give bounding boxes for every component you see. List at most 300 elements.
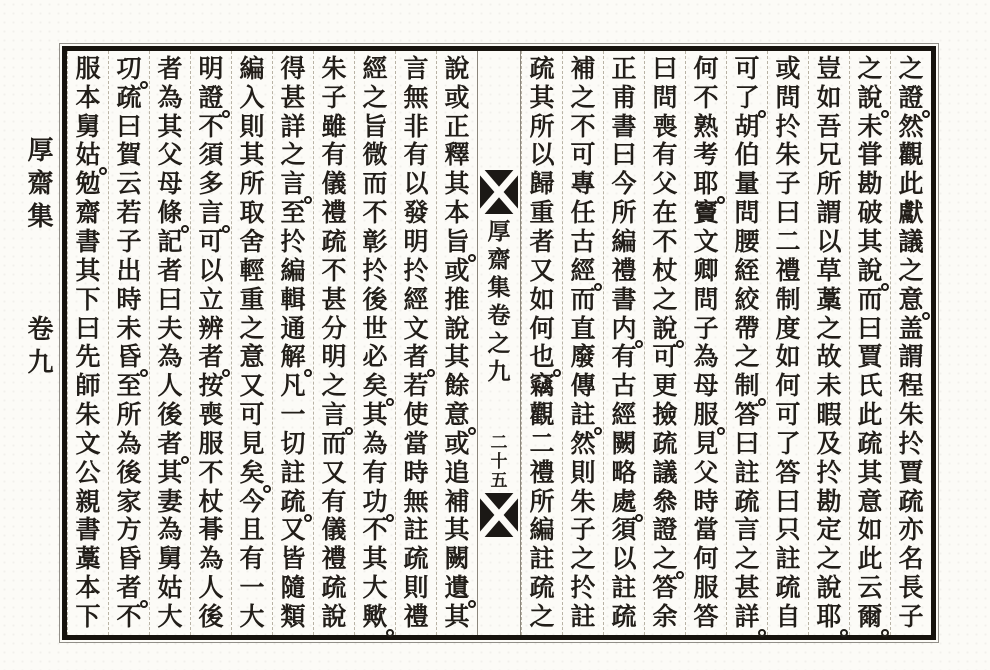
glyph: 答 — [775, 459, 801, 487]
glyph: 不 — [362, 200, 388, 228]
glyph: 㓛 — [109, 55, 149, 84]
judou-mark — [758, 110, 766, 118]
glyph: 問 — [775, 84, 801, 112]
glyph: 豈 — [816, 55, 842, 83]
glyph: 皆 — [280, 546, 306, 574]
glyph: 且 — [239, 517, 265, 545]
glyph: 未 — [116, 315, 142, 343]
glyph: 明 — [198, 55, 224, 83]
glyph: 疏 — [529, 575, 555, 603]
glyph: 不 — [198, 113, 224, 141]
glyph: 說 — [444, 315, 470, 343]
text-column — [395, 51, 436, 635]
glyph: 之 — [734, 344, 760, 372]
glyph: 其 — [157, 459, 183, 487]
glyph: 疏 — [611, 603, 637, 631]
glyph: 疏 — [898, 488, 924, 516]
fishtail-icon — [480, 170, 518, 214]
glyph: 勉 — [75, 171, 101, 199]
judou-mark — [635, 514, 643, 522]
glyph: 餘 — [444, 373, 470, 401]
glyph: 註 — [563, 401, 603, 430]
glyph: 此 — [898, 171, 924, 199]
glyph: 朞 — [198, 517, 224, 545]
glyph: 曰 — [775, 200, 801, 228]
glyph: 公 — [75, 459, 101, 487]
glyph: 經 — [563, 257, 603, 286]
glyph: 者 — [191, 343, 231, 372]
glyph: 須 — [198, 142, 224, 170]
glyph: 時 — [693, 488, 719, 516]
judou-mark — [222, 225, 230, 233]
glyph: 子 — [775, 171, 801, 199]
text-column — [521, 51, 562, 635]
glyph: 勘 — [816, 488, 842, 516]
glyph: 今 — [239, 488, 265, 516]
glyph: 服 — [198, 430, 224, 458]
judou-mark — [881, 283, 889, 291]
glyph: 舍 — [239, 228, 265, 256]
text-column — [231, 51, 272, 635]
text-column — [849, 51, 890, 635]
glyph: 證 — [191, 84, 231, 113]
glyph: 出 — [116, 257, 142, 285]
glyph: 非 — [403, 113, 429, 141]
glyph: 一 — [239, 575, 265, 603]
glyph: 疏 — [273, 488, 313, 517]
glyph: 禮 — [529, 459, 555, 487]
glyph: 功 — [355, 488, 395, 517]
glyph: 疏 — [116, 84, 142, 112]
glyph: 草 — [816, 257, 842, 285]
glyph: 旨 — [437, 228, 477, 257]
glyph: 可 — [734, 55, 760, 83]
glyph: 了 — [775, 430, 801, 458]
glyph: 使 — [403, 402, 429, 430]
glyph: 有 — [652, 142, 678, 170]
banxin-title-char: 九 — [487, 359, 511, 384]
glyph: 之 — [816, 546, 842, 574]
glyph: 古 — [570, 228, 596, 256]
glyph: 詳 — [727, 603, 767, 632]
glyph: 至 — [280, 200, 306, 228]
glyph: 其 — [444, 517, 470, 545]
glyph: 叅 — [652, 488, 678, 516]
text-column — [726, 51, 767, 635]
glyph: 服 — [686, 401, 726, 430]
glyph: 分 — [321, 315, 347, 343]
glyph: 朱 — [75, 402, 101, 430]
glyph: 本 — [75, 84, 101, 112]
glyph: 姑 — [157, 575, 183, 603]
glyph: 者 — [396, 343, 436, 372]
glyph: 今 — [611, 171, 637, 199]
glyph: 可 — [239, 402, 265, 430]
glyph: 而 — [362, 171, 388, 199]
glyph: 之 — [570, 84, 596, 112]
glyph: 經 — [611, 402, 637, 430]
glyph: 不 — [652, 228, 678, 256]
glyph: 議 — [652, 459, 678, 487]
glyph: 補 — [570, 55, 596, 83]
glyph: 推 — [444, 286, 470, 314]
glyph: 甚 — [321, 286, 347, 314]
glyph: 則 — [403, 575, 429, 603]
glyph: 說 — [850, 257, 890, 286]
glyph: 處 — [604, 488, 644, 517]
glyph: 下 — [75, 286, 101, 314]
judou-mark — [922, 312, 930, 320]
glyph: 爾 — [850, 603, 890, 632]
glyph: 耶 — [686, 170, 726, 199]
glyph: 為 — [157, 84, 183, 112]
glyph: 有 — [362, 459, 388, 487]
glyph: 禮 — [321, 200, 347, 228]
glyph: 時 — [403, 459, 429, 487]
glyph: 朱 — [570, 488, 596, 516]
glyph: 有 — [611, 344, 637, 372]
glyph: 藁 — [75, 546, 101, 574]
glyph: 賈 — [857, 344, 883, 372]
glyph: 未 — [816, 373, 842, 401]
glyph: 所 — [239, 171, 265, 199]
glyph: 其 — [529, 84, 555, 112]
text-column — [313, 51, 354, 635]
glyph: 朱 — [321, 55, 347, 83]
glyph: 扵 — [775, 113, 801, 141]
glyph: 之 — [898, 55, 924, 83]
glyph: 明 — [403, 228, 429, 256]
glyph: 甚 — [280, 84, 306, 112]
glyph: 可 — [198, 228, 224, 256]
glyph: 答 — [734, 402, 760, 430]
glyph: 及 — [816, 430, 842, 458]
glyph: 編 — [280, 257, 306, 285]
glyph: 人 — [198, 575, 224, 603]
glyph: 疏 — [734, 488, 760, 516]
glyph: 不 — [693, 84, 719, 112]
glyph: 杖 — [652, 257, 678, 285]
glyph: 竊 — [529, 373, 555, 401]
glyph: 重 — [529, 200, 555, 228]
glyph: 舅 — [75, 113, 101, 141]
glyph: 一 — [280, 402, 306, 430]
glyph: 證 — [891, 84, 931, 113]
glyph: 氏 — [857, 373, 883, 401]
glyph: 者 — [529, 228, 555, 256]
glyph: 以 — [816, 228, 842, 256]
glyph: 子 — [321, 84, 347, 112]
glyph: 疏 — [321, 575, 347, 603]
glyph: 甞 — [857, 142, 883, 170]
glyph: 可 — [652, 344, 678, 372]
glyph: 重 — [239, 286, 265, 314]
glyph: 賈 — [898, 459, 924, 487]
glyph: 此 — [857, 546, 883, 574]
glyph: 言 — [273, 170, 313, 199]
glyph: 姑 — [68, 142, 108, 171]
glyph: 又 — [239, 373, 265, 401]
glyph: 以 — [611, 546, 637, 574]
spine-label — [20, 136, 57, 381]
glyph: 勘 — [857, 171, 883, 199]
glyph: 後 — [116, 459, 142, 487]
glyph: 疏 — [529, 55, 555, 83]
glyph: 言 — [191, 199, 231, 228]
glyph: 其 — [857, 459, 883, 487]
glyph: 伯 — [734, 142, 760, 170]
glyph: 杖 — [198, 488, 224, 516]
glyph: 母 — [157, 171, 183, 199]
glyph: 破 — [857, 200, 883, 228]
glyph: 可 — [775, 402, 801, 430]
glyph: 余 — [652, 603, 678, 631]
glyph: 證 — [652, 517, 678, 545]
glyph: 註 — [403, 517, 429, 545]
glyph: 註 — [611, 575, 637, 603]
glyph: 補 — [444, 488, 470, 516]
glyph: 有 — [403, 142, 429, 170]
glyph: 儀 — [321, 517, 347, 545]
glyph: 不 — [321, 257, 347, 285]
glyph: 必 — [362, 344, 388, 372]
glyph: 傳 — [570, 373, 596, 401]
glyph: 書 — [611, 113, 637, 141]
glyph: 經 — [403, 286, 429, 314]
glyph: 卿 — [693, 257, 719, 285]
glyph: 扵 — [816, 459, 842, 487]
judou-mark — [468, 254, 476, 262]
glyph: 獻 — [898, 200, 924, 228]
glyph: 為 — [157, 517, 183, 545]
glyph: 按 — [198, 373, 224, 401]
glyph: 註 — [529, 546, 555, 574]
glyph: 也 — [522, 343, 562, 372]
glyph: 可 — [570, 142, 596, 170]
glyph: 更 — [652, 373, 678, 401]
banxin-title-char: 卷 — [487, 303, 511, 328]
glyph: 胡 — [734, 113, 760, 141]
glyph: 說 — [321, 603, 347, 631]
glyph: 定 — [816, 517, 842, 545]
glyph: 了 — [727, 84, 767, 113]
glyph: 編 — [239, 55, 265, 83]
glyph: 子 — [116, 228, 142, 256]
glyph: 父 — [693, 459, 719, 487]
glyph: 辨 — [198, 315, 224, 343]
text-column — [190, 51, 231, 635]
glyph: 問 — [693, 286, 719, 314]
glyph: 言 — [314, 401, 354, 430]
glyph: 何 — [775, 373, 801, 401]
judou-mark — [881, 629, 889, 637]
glyph: 禮 — [321, 546, 347, 574]
judou-mark — [468, 600, 476, 608]
glyph: 賀 — [116, 142, 142, 170]
glyph: 者 — [157, 55, 183, 83]
glyph: 輕 — [239, 257, 265, 285]
glyph: 所 — [529, 113, 555, 141]
glyph: 言 — [403, 55, 429, 83]
glyph: 遺 — [437, 574, 477, 603]
glyph: 其 — [362, 546, 388, 574]
glyph: 子 — [898, 603, 924, 631]
glyph: 子 — [693, 315, 719, 343]
judou-mark — [758, 629, 766, 637]
glyph: 當 — [403, 430, 429, 458]
text-columns — [67, 51, 931, 635]
text-column — [890, 51, 931, 635]
judou-mark — [140, 81, 148, 89]
text-column — [354, 51, 395, 635]
glyph: 扵 — [898, 430, 924, 458]
glyph: 曰 — [116, 113, 142, 141]
text-column — [562, 51, 603, 635]
judou-mark — [594, 427, 602, 435]
glyph: 制 — [775, 286, 801, 314]
glyph: 絰 — [734, 257, 760, 285]
judou-mark — [386, 514, 394, 522]
glyph: 闕 — [611, 430, 637, 458]
glyph: 見 — [239, 430, 265, 458]
glyph: 所 — [816, 171, 842, 199]
glyph: 之 — [652, 286, 678, 314]
glyph: 當 — [693, 517, 719, 545]
glyph: 熟 — [693, 113, 719, 141]
glyph: 疏 — [321, 228, 347, 256]
glyph: 後 — [157, 402, 183, 430]
glyph: 之 — [645, 545, 685, 574]
glyph: 曰 — [652, 55, 678, 83]
glyph: 通 — [280, 315, 306, 343]
glyph: 記 — [157, 228, 183, 256]
glyph: 之 — [816, 315, 842, 343]
glyph: 而 — [321, 430, 347, 458]
glyph: 謂 — [898, 344, 924, 372]
glyph: 如 — [857, 517, 883, 545]
glyph: 追 — [444, 459, 470, 487]
glyph: 長 — [898, 575, 924, 603]
glyph: 無 — [403, 84, 429, 112]
text-column — [436, 51, 477, 635]
glyph: 發 — [403, 200, 429, 228]
glyph: 者 — [109, 574, 149, 603]
glyph: 意 — [891, 286, 931, 315]
glyph: 禮 — [403, 603, 429, 631]
glyph: 竇 — [693, 200, 719, 228]
glyph: 不 — [362, 517, 388, 545]
judou-mark — [181, 225, 189, 233]
glyph: 為 — [157, 344, 183, 372]
glyph: 文 — [693, 228, 719, 256]
glyph: 不 — [570, 113, 596, 141]
glyph: 後 — [198, 603, 224, 631]
glyph: 入 — [239, 84, 265, 112]
glyph: 意 — [857, 488, 883, 516]
glyph: 所 — [116, 402, 142, 430]
glyph: 曰 — [611, 142, 637, 170]
glyph: 如 — [775, 344, 801, 372]
glyph: 直 — [570, 315, 596, 343]
glyph: 其 — [157, 113, 183, 141]
glyph: 歸 — [529, 171, 555, 199]
glyph: 二 — [775, 228, 801, 256]
glyph: 疏 — [857, 430, 883, 458]
glyph: 曰 — [157, 286, 183, 314]
spine-volume: 卷九 — [24, 315, 53, 381]
page-number — [478, 433, 520, 490]
text-column — [685, 51, 726, 635]
glyph: 詳 — [280, 113, 306, 141]
glyph: 自 — [775, 603, 801, 631]
glyph: 其 — [362, 402, 388, 430]
glyph: 釋 — [444, 142, 470, 170]
glyph: 服 — [75, 55, 101, 83]
glyph: 說 — [850, 84, 890, 113]
glyph: 微 — [362, 142, 388, 170]
glyph: 之 — [362, 84, 388, 112]
glyph: 或 — [444, 430, 470, 458]
glyph: 故 — [816, 344, 842, 372]
glyph: 其 — [444, 603, 470, 631]
glyph: 切 — [280, 430, 306, 458]
banxin-title-char: 齋 — [487, 247, 511, 272]
glyph: 答 — [652, 575, 678, 603]
banxin-center-column — [477, 51, 521, 635]
glyph: 專 — [570, 171, 596, 199]
glyph: 之 — [857, 55, 883, 83]
judou-mark — [140, 600, 148, 608]
glyph: 書 — [611, 286, 637, 314]
glyph: 服 — [693, 575, 719, 603]
glyph: 明 — [321, 344, 347, 372]
glyph: 其 — [857, 228, 883, 256]
glyph: 妻 — [157, 488, 183, 516]
glyph: 至 — [116, 373, 142, 401]
glyph: 喪 — [198, 402, 224, 430]
glyph: 廢 — [570, 344, 596, 372]
glyph: 以 — [529, 142, 555, 170]
glyph: 凡 — [280, 373, 306, 401]
glyph: 矣 — [232, 459, 272, 488]
glyph: 類 — [280, 603, 306, 631]
glyph: 之 — [898, 257, 924, 285]
fishtail-icon-inverted — [480, 493, 518, 537]
glyph: 大 — [239, 603, 265, 631]
glyph: 有 — [321, 142, 347, 170]
glyph: 多 — [198, 171, 224, 199]
text-column — [808, 51, 849, 635]
glyph: 說 — [645, 315, 685, 344]
judou-mark — [181, 456, 189, 464]
glyph: 文 — [403, 315, 429, 343]
glyph: 之 — [280, 142, 306, 170]
glyph: 曰 — [857, 315, 883, 343]
page-number-char: 二 — [490, 433, 508, 452]
glyph: 須 — [611, 517, 637, 545]
glyph: 親 — [75, 488, 101, 516]
glyph: 亦 — [898, 517, 924, 545]
glyph: 何 — [693, 55, 719, 83]
glyph: 疏 — [775, 575, 801, 603]
glyph: 觀 — [529, 402, 555, 430]
glyph: 彰 — [362, 228, 388, 256]
glyph: 旨 — [362, 113, 388, 141]
glyph: 議 — [898, 228, 924, 256]
glyph: 問 — [734, 200, 760, 228]
glyph: 者 — [150, 430, 190, 459]
glyph: 帶 — [734, 315, 760, 343]
